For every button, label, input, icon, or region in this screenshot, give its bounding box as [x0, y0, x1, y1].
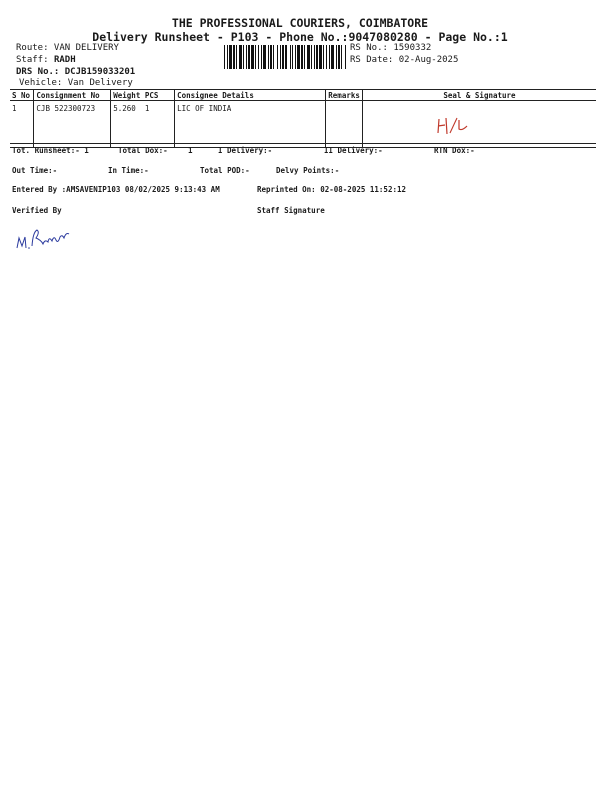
out-time-label: Out Time:-: [12, 166, 58, 175]
table-header-row: [10, 90, 596, 101]
company-title: THE PROFESSIONAL COURIERS, COIMBATORE: [171, 16, 429, 30]
barcode-image: [224, 45, 346, 69]
total-pod-label: Total POD:-: [200, 166, 250, 175]
cell-sno: 1: [10, 101, 34, 148]
cell-weight-pcs: [111, 101, 175, 148]
col-header-remarks: Remarks: [326, 90, 363, 101]
col-header-sno: S No: [10, 90, 34, 101]
table-bottom-rule: [10, 143, 596, 144]
cell-remarks: [326, 101, 363, 148]
table-row: [10, 101, 596, 148]
rs-number: RS No.: 1590332: [350, 43, 432, 53]
total-dox-value: 1: [188, 146, 193, 155]
verified-by-label: Verified By: [12, 206, 62, 215]
ii-delivery-label: II Delivery:-: [324, 146, 383, 155]
route-label: Route: VAN DELIVERY: [16, 43, 119, 53]
cell-consignee: LIC OF INDIA: [175, 101, 326, 148]
col-header-consignment: Consignment No: [34, 90, 111, 101]
staff-label: Staff:: [16, 55, 54, 65]
staff-line: [16, 55, 76, 65]
col-header-weight-pcs: Weight PCS: [111, 90, 175, 101]
vehicle-label: Vehicle: Van Delivery: [19, 78, 133, 88]
cell-seal: [362, 101, 596, 148]
runsheet-title: Delivery Runsheet - P103 - Phone No.:9047080280 - Page No.:1: [92, 30, 508, 44]
reprinted-on: Reprinted On: 02-08-2025 11:52:12: [257, 185, 407, 194]
total-dox-label: Total Dox:-: [118, 146, 168, 155]
seal-handwriting-image: [435, 115, 471, 137]
rs-date: RS Date: 02-Aug-2025: [350, 55, 459, 65]
i-delivery-label: I Delivery:-: [218, 146, 273, 155]
delvy-points-label: Delvy Points:-: [276, 166, 340, 175]
in-time-label: In Time:-: [108, 166, 149, 175]
col-header-consignee: Consignee Details: [175, 90, 326, 101]
runsheet-table: [10, 89, 596, 148]
verified-signature-image: [14, 222, 74, 254]
rtn-dox-label: RTN Dox:-: [434, 146, 475, 155]
drs-number: DRS No.: DCJB159033201: [16, 67, 136, 77]
cell-pcs: 1: [144, 104, 150, 113]
entered-by: Entered By :AMSAVENIP103 08/02/2025 9:13:43 AM: [12, 185, 220, 194]
col-header-seal: Seal & Signature: [362, 90, 596, 101]
cell-consignment: CJB 522300723: [34, 101, 111, 148]
cell-weight: 5.260: [113, 104, 136, 113]
staff-signature-label: Staff Signature: [257, 206, 325, 215]
tot-runsheet: Tot. Runsheet:- 1: [12, 146, 89, 155]
staff-value: RADH: [53, 55, 76, 65]
